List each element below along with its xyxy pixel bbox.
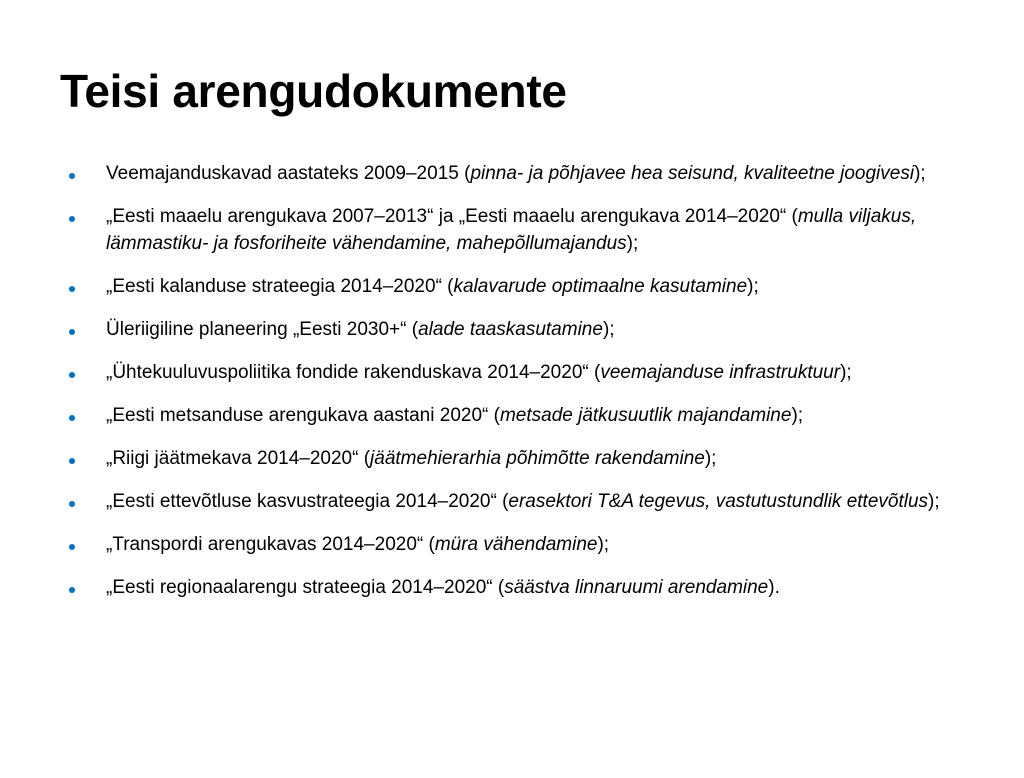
- bullet-dot-icon: [69, 415, 75, 421]
- item-text: „Riigi jäätmekava 2014–2020“ (: [106, 448, 371, 469]
- item-tail: );: [597, 534, 610, 555]
- bullet-dot-icon: [69, 501, 75, 507]
- item-text: „Eesti kalanduse strateegia 2014–2020“ (: [106, 276, 454, 297]
- item-text: Veemajanduskavad aastateks 2009–2015 (: [106, 163, 471, 184]
- bullet-item: [68, 273, 968, 300]
- bullet-item: [68, 445, 968, 472]
- bullet-item: [68, 531, 968, 558]
- bullet-dot-icon: [69, 286, 75, 292]
- item-italic-text: mulla viljakus, lämmastiku- ja fosforiheite vähendamine, mahepõllumajandus: [106, 206, 917, 254]
- bullet-item: [68, 402, 968, 429]
- bullet-dot-icon: [69, 544, 75, 550]
- item-tail: );: [928, 491, 940, 512]
- item-tail: );: [840, 362, 852, 383]
- item-text: Üleriigiline planeering „Eesti 2030+“ (: [106, 319, 419, 340]
- item-italic-text: kalavarude optimaalne kasutamine: [453, 276, 748, 297]
- bullet-list: [68, 160, 968, 617]
- item-text: „Eesti metsanduse arengukava aastani 2020“ (: [106, 405, 500, 426]
- item-text: „Eesti regionaalarengu strateegia 2014–2020“ (: [106, 577, 505, 598]
- item-italic-text: metsade jätkusuutlik majandamine: [499, 405, 792, 426]
- item-italic-text: müra vähendamine: [434, 534, 598, 555]
- bullet-item: [68, 316, 968, 343]
- bullet-item: [68, 203, 968, 257]
- bullet-dot-icon: [69, 587, 75, 593]
- bullet-item: [68, 574, 968, 601]
- item-text: „Ühtekuuluvuspoliitika fondide rakenduskava 2014–2020“ (: [106, 362, 601, 383]
- bullet-item: [68, 488, 968, 515]
- item-tail: );: [747, 276, 759, 297]
- bullet-item: [68, 160, 968, 187]
- item-tail: ).: [768, 577, 780, 598]
- bullet-dot-icon: [69, 216, 75, 222]
- item-italic-text: jäätmehierarhia põhimõtte rakendamine: [370, 448, 705, 469]
- slide-title: Teisi arengudokumente: [60, 65, 567, 117]
- item-tail: );: [626, 233, 639, 254]
- bullet-item: [68, 359, 968, 386]
- item-italic-text: erasektori T&A tegevus, vastutustundlik ettevõtlus: [508, 491, 929, 512]
- item-italic-text: alade taaskasutamine: [418, 319, 603, 340]
- bullet-dot-icon: [69, 372, 75, 378]
- item-text: „Eesti maaelu arengukava 2007–2013“ ja „Eesti maaelu arengukava 2014–2020“ (: [106, 206, 798, 227]
- bullet-dot-icon: [69, 173, 75, 179]
- item-text: „Transpordi arengukavas 2014–2020“ (: [106, 534, 435, 555]
- item-italic-text: veemajanduse infrastruktuur: [600, 362, 841, 383]
- item-italic-text: pinna- ja põhjavee hea seisund, kvaliteetne joogivesi: [470, 163, 915, 184]
- item-text: „Eesti ettevõtluse kasvustrateegia 2014–2020“ (: [106, 491, 509, 512]
- bullet-dot-icon: [69, 329, 75, 335]
- item-tail: );: [602, 319, 615, 340]
- bullet-dot-icon: [69, 458, 75, 464]
- item-tail: );: [704, 448, 717, 469]
- item-tail: );: [791, 405, 804, 426]
- item-tail: );: [914, 163, 926, 184]
- item-italic-text: säästva linnaruumi arendamine: [504, 577, 769, 598]
